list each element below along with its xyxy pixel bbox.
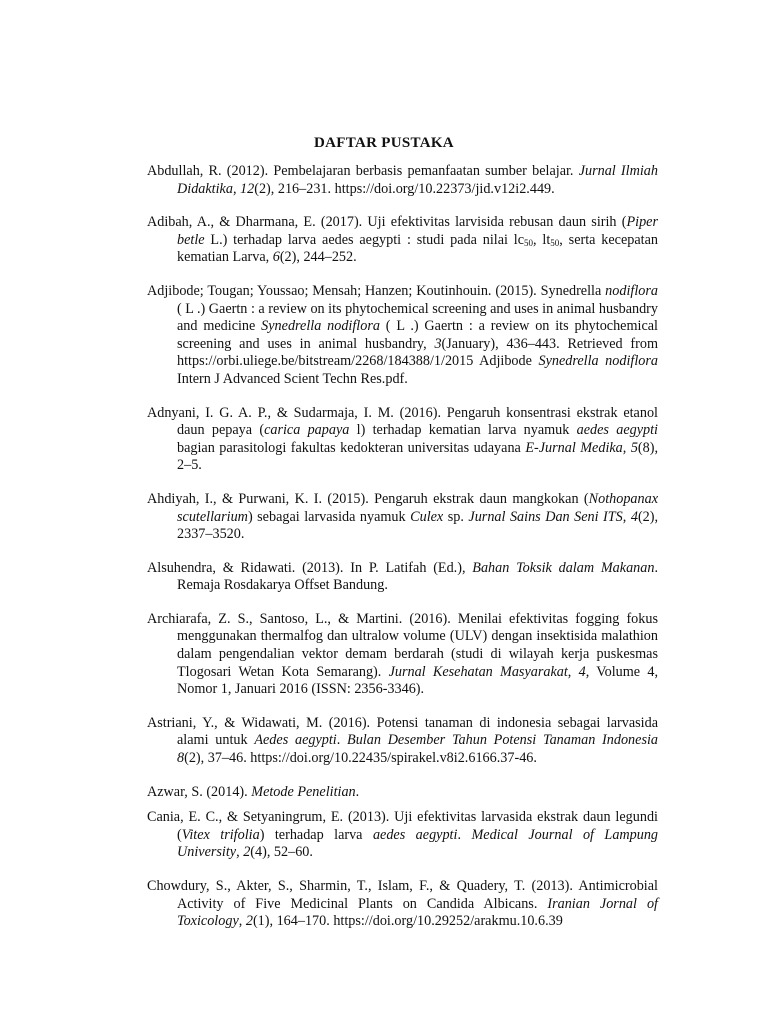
italic-text: Vitex trifolia bbox=[181, 826, 260, 843]
reference-text: ) sebagai larvasida nyamuk bbox=[247, 508, 411, 525]
reference-text: , bbox=[238, 913, 246, 930]
italic-text: 4 bbox=[630, 508, 638, 525]
italic-text: aedes aegypti bbox=[576, 422, 658, 439]
reference-entry bbox=[147, 809, 658, 862]
reference-text: L.) terhadap larva aedes aegypti : studi pada nilai lc bbox=[204, 231, 525, 248]
reference-text: , bbox=[232, 180, 241, 197]
italic-text: Culex bbox=[410, 508, 444, 525]
italic-text: Iranian Jornal of Toxicology bbox=[177, 895, 658, 930]
reference-list bbox=[147, 163, 658, 947]
reference-text: Cania, E. C., & Setyaningrum, E. (2013). Uji efektivitas larvasida ekstrak daun legundi ( bbox=[147, 809, 658, 843]
italic-text: 12 bbox=[240, 180, 255, 197]
italic-text: nodiflora bbox=[605, 282, 658, 299]
reference-text: Chowdury, S., Akter, S., Sharmin, T., Islam, F., & Quadery, T. (2013). Antimicrobial Activity of Five Medicinal Plants on Candida Albicans. bbox=[147, 878, 658, 912]
reference-entry bbox=[147, 405, 658, 475]
italic-text: E-Jurnal Medika bbox=[525, 439, 623, 456]
reference-text: sp. bbox=[443, 508, 469, 525]
italic-text: Jurnal Sains Dan Seni ITS bbox=[468, 508, 623, 525]
reference-text: ( L .) Gaertn : a review on its phytochemical screening and uses in animal husbandry and medicine bbox=[177, 300, 658, 335]
italic-text: 2 bbox=[245, 913, 253, 930]
italic-text: 8 bbox=[177, 750, 185, 767]
reference-entry bbox=[147, 878, 658, 931]
reference-text: (2), 2337–3520. bbox=[177, 508, 659, 543]
reference-text: (8), 2–5. bbox=[177, 439, 658, 474]
reference-text: . Remaja Rosdakarya Offset Bandung. bbox=[177, 559, 658, 594]
reference-text: , bbox=[622, 508, 631, 525]
reference-text: Alsuhendra, & Ridawati. (2013). In P. Latifah (Ed.), bbox=[147, 559, 473, 576]
italic-text: Nothopanax scutellarium bbox=[177, 490, 658, 525]
reference-entry bbox=[147, 784, 658, 802]
reference-text: Azwar, S. (2014). bbox=[147, 783, 252, 800]
italic-text: Jurnal Kesehatan Masyarakat bbox=[388, 663, 568, 680]
subscript-text: 50 bbox=[550, 237, 560, 248]
italic-text: Bulan Desember Tahun Potensi Tanaman Indonesia bbox=[347, 732, 658, 749]
italic-text: Medical Journal of Lampung University bbox=[177, 826, 659, 861]
reference-entry bbox=[147, 491, 658, 544]
reference-entry bbox=[147, 715, 658, 768]
reference-entry bbox=[147, 214, 658, 267]
reference-text: l) terhadap kematian larva nyamuk bbox=[349, 422, 577, 439]
italic-text: Piper betle bbox=[177, 214, 658, 248]
reference-text: (January), 436–443. Retrieved from https://orbi.uliege.be/bitstream/2268/184388/1/2015 Adjibode bbox=[177, 335, 658, 370]
reference-text: Astriani, Y., & Widawati, M. (2016). Potensi tanaman di indonesia sebagai larvasida alami untuk bbox=[147, 714, 658, 749]
reference-text: , bbox=[236, 844, 244, 861]
page-title: DAFTAR PUSTAKA bbox=[314, 135, 454, 151]
italic-text: Bahan Toksik dalam Makanan bbox=[472, 559, 655, 576]
italic-text: 4 bbox=[578, 663, 586, 680]
reference-text: . bbox=[336, 732, 348, 749]
reference-text: Abdullah, R. (2012). Pembelajaran berbasis pemanfaatan sumber belajar. bbox=[147, 163, 579, 179]
italic-text: 3 bbox=[434, 335, 442, 352]
reference-text: , serta kecepatan kematian Larva, bbox=[177, 231, 658, 266]
reference-text: . bbox=[355, 783, 360, 800]
reference-text: bagian parasitologi fakultas kedokteran universitas udayana bbox=[177, 439, 526, 456]
reference-text: (4), 52–60. bbox=[250, 844, 313, 861]
reference-text: Adnyani, I. G. A. P., & Sudarmaja, I. M. (2016). Pengaruh konsentrasi ekstrak etanol daun pepaya ( bbox=[147, 404, 658, 439]
reference-text: . bbox=[457, 826, 472, 843]
reference-text: Adjibode; Tougan; Youssao; Mensah; Hanzen; Koutinhouin. (2015). Synedrella bbox=[147, 282, 606, 299]
reference-entry bbox=[147, 560, 658, 595]
reference-entry bbox=[147, 163, 658, 198]
reference-entry bbox=[147, 283, 658, 389]
italic-text: 5 bbox=[630, 439, 638, 456]
reference-entry bbox=[147, 611, 658, 699]
reference-text: , Volume 4, Nomor 1, Januari 2016 (ISSN: 2356-3346). bbox=[177, 663, 658, 698]
reference-text: ) terhadap larva bbox=[259, 826, 373, 843]
reference-text: (1), 164–170. https://doi.org/10.29252/arakmu.10.6.39 bbox=[252, 913, 563, 930]
reference-text: Archiarafa, Z. S., Santoso, L., & Martini. (2016). Menilai efektivitas fogging fokus menggunakan thermalfog dan ultralow volume (ULV) dengan insektisida malathion dalam pengendalian vektor demam berdarah (studi di wilayah kerja puskesmas Tlogosari Wetan Kota Semarang). bbox=[147, 610, 658, 680]
reference-text: (2), 244–252. bbox=[279, 249, 357, 266]
reference-text: , bbox=[622, 439, 631, 456]
italic-text: 2 bbox=[243, 844, 251, 861]
italic-text: 6 bbox=[272, 249, 280, 266]
italic-text: Aedes aegypti bbox=[254, 732, 337, 749]
reference-text: Adibah, A., & Dharmana, E. (2017). Uji efektivitas larvisida rebusan daun sirih ( bbox=[147, 214, 627, 231]
italic-text: Metode Penelitian bbox=[251, 783, 356, 800]
italic-text: Synedrella nodiflora bbox=[538, 353, 658, 370]
reference-text: , lt bbox=[533, 231, 551, 248]
italic-text: aedes aegypti bbox=[372, 826, 458, 843]
reference-text: (2), 37–46. https://doi.org/10.22435/spirakel.v8i2.6166.37-46. bbox=[184, 750, 537, 767]
subscript-text: 50 bbox=[524, 237, 534, 248]
reference-text: Ahdiyah, I., & Purwani, K. I. (2015). Pengaruh ekstrak daun mangkokan ( bbox=[147, 490, 589, 507]
italic-text: Synedrella nodiflora bbox=[261, 318, 380, 335]
italic-text: carica papaya bbox=[264, 422, 350, 439]
reference-text: ( L .) Gaertn : a review on its phytochemical screening and uses in animal husbandry, bbox=[177, 318, 658, 352]
reference-text: (2), 216–231. https://doi.org/10.22373/jid.v12i2.449. bbox=[254, 180, 555, 197]
italic-text: Jurnal Ilmiah Didaktika bbox=[177, 163, 658, 197]
reference-text: Intern J Advanced Scient Techn Res.pdf. bbox=[177, 370, 408, 387]
reference-text: , bbox=[567, 663, 579, 680]
